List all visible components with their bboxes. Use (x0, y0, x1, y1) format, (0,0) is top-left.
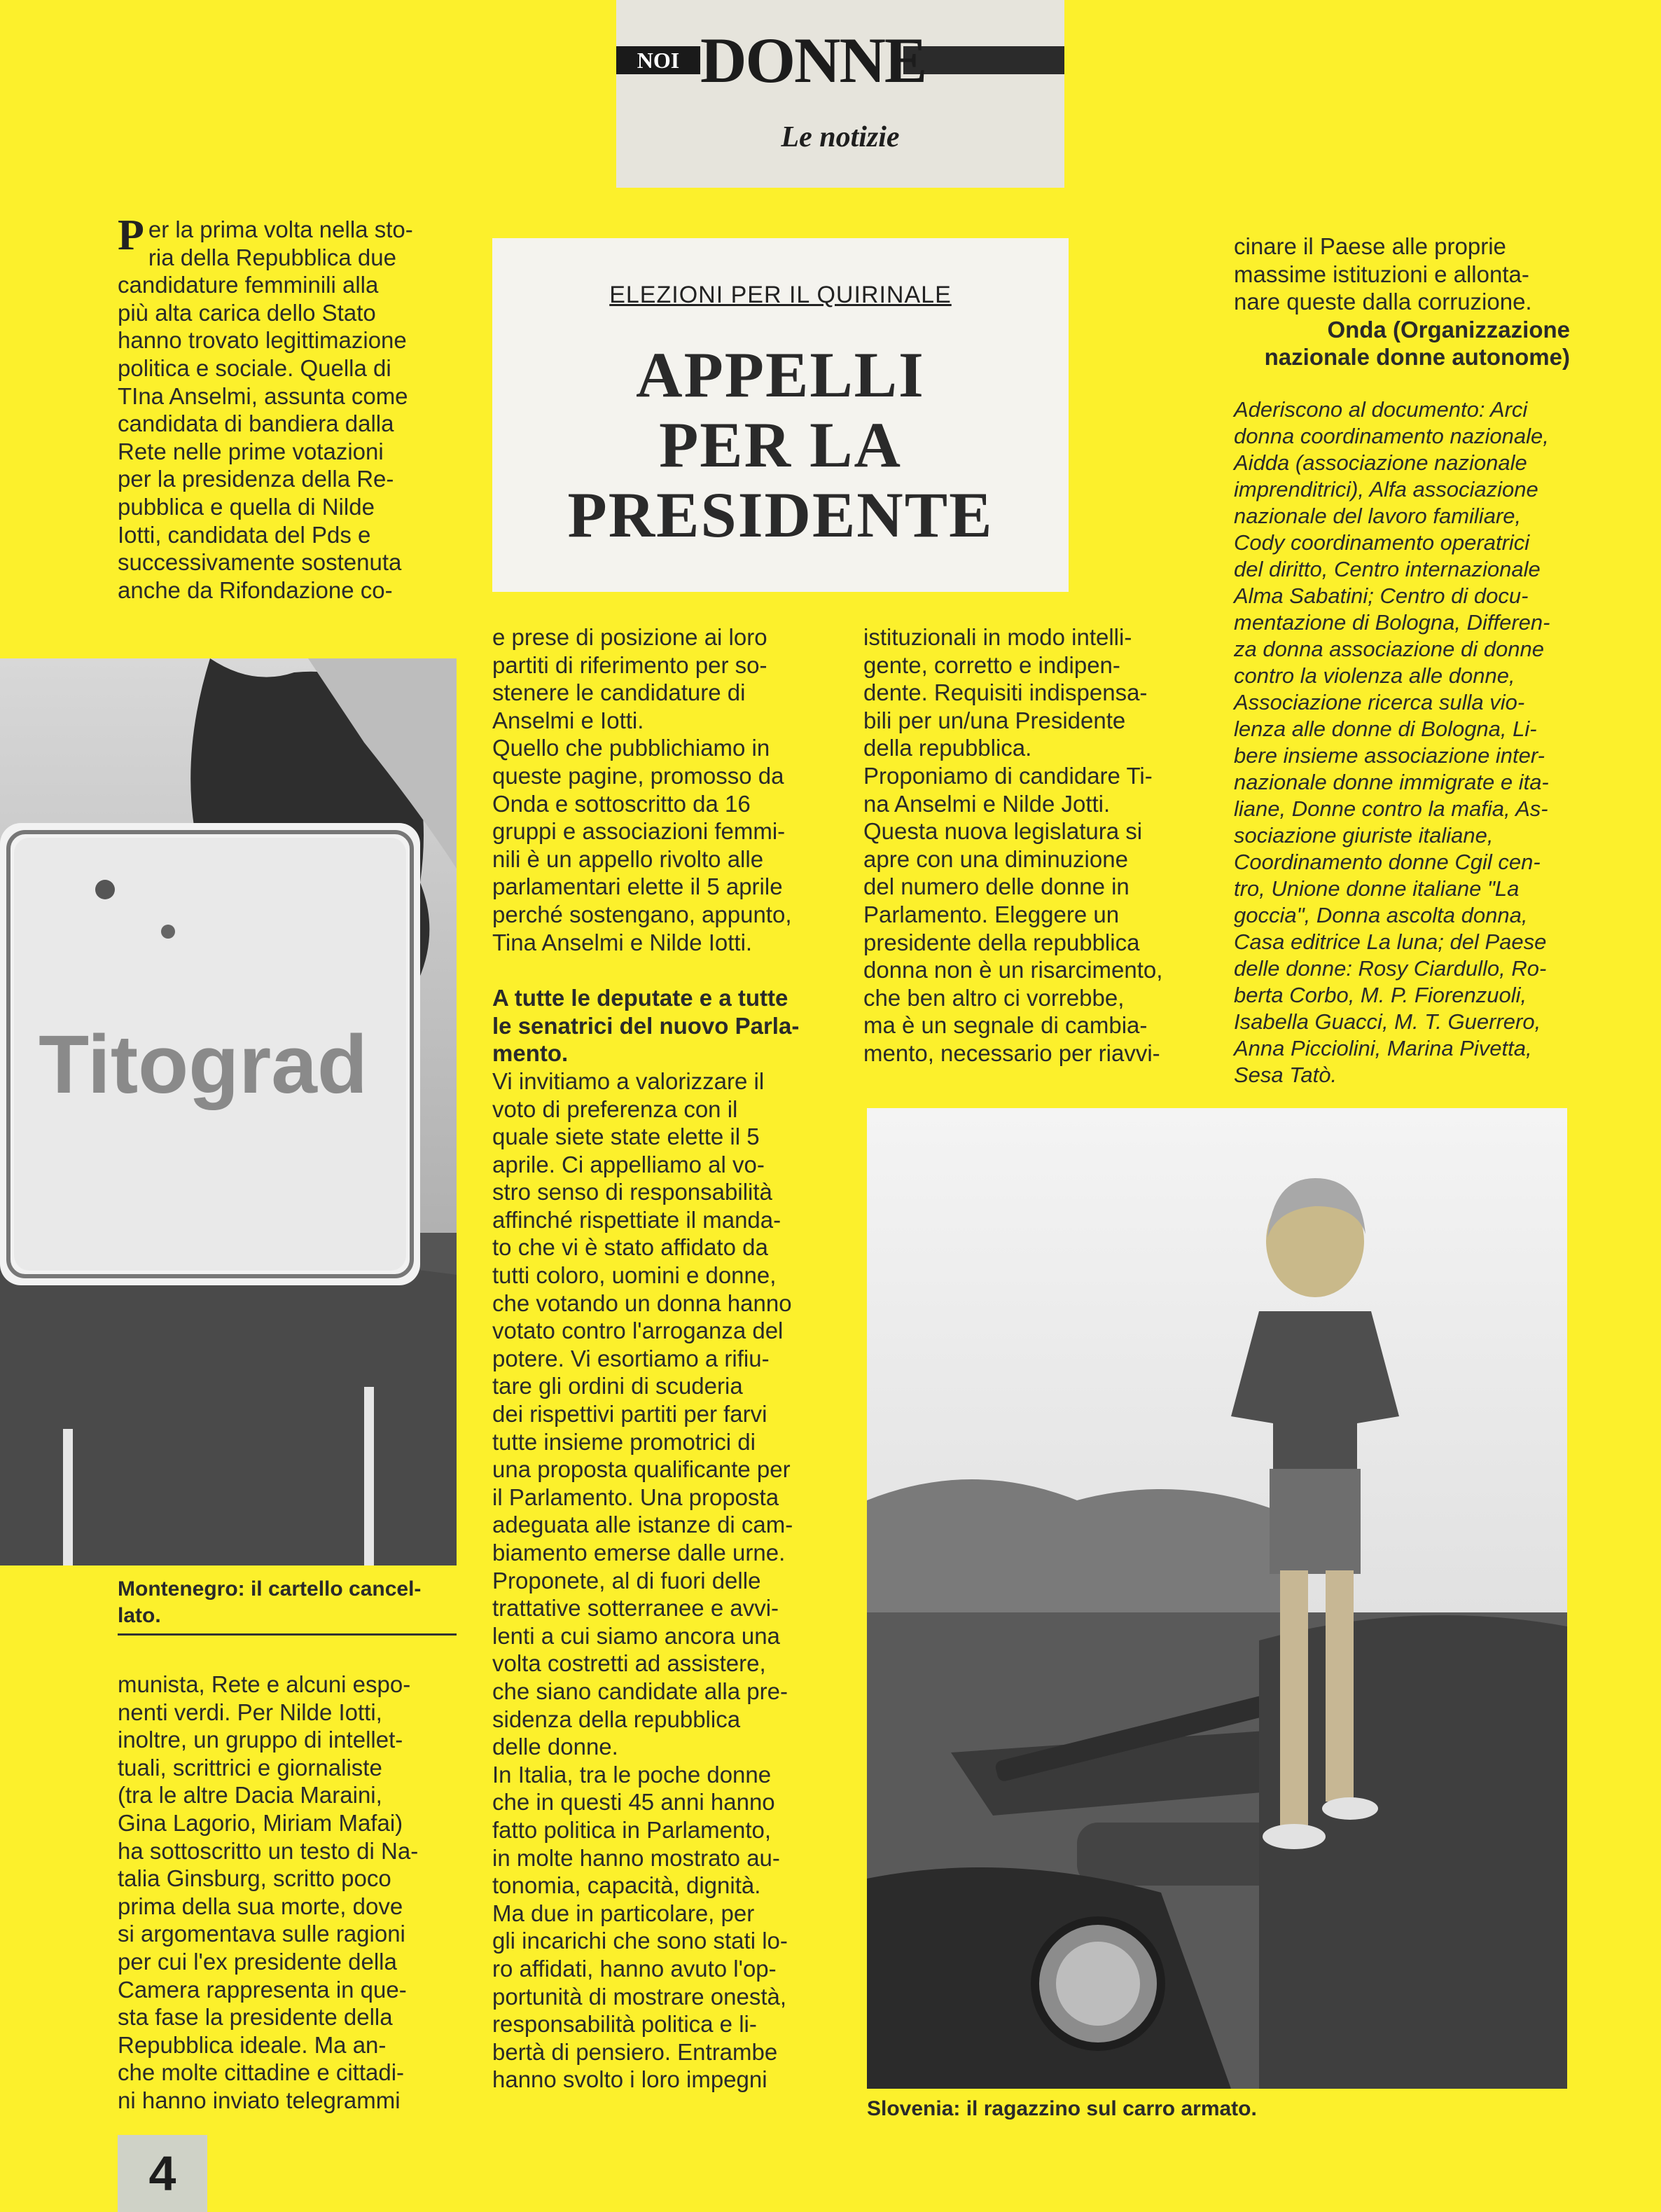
photo-titograd-sign (0, 658, 457, 1565)
caption-tank (867, 2096, 1567, 2122)
col4-text: cinare il Paese alle proprie massime istituzioni e allonta- nare queste dalla corruzione. (1234, 233, 1532, 315)
masthead-prefix: NOI (616, 46, 700, 74)
titograd-photo-illustration (0, 658, 457, 1565)
intro-text: er la prima volta nella sto- ria della Repubblica due candidature femminili alla più alta carica dello Stato hanno trovato legittimazione politica e sociale. Quella di TIna Anselmi, assunta come candidata di bandiera dalla Rete nelle prime votazioni per la presidenza della Re- pubblica e quella di Nilde Iotti, candidata del Pds e successivamente sostenuta anche da Rifondazione co- (118, 216, 413, 603)
appeal-heading: A tutte le deputate e a tutte le senatrici del nuovo Parla- mento. (492, 985, 800, 1067)
adherents-list: Aderiscono al documento: Arci donna coordinamento nazionale, Aidda (associazione nazionale imprenditrici), Alfa associazione nazionale del lavoro familiare, Cody coordinamento operatrici del diritto, Centro internazionale Alma Sabatini; Centro di docu- mentazione di Bologna, Differen- za donna associazione di donne contro la violenza alle donne, Associazione ricerca sulla vio- lenza alle donne di Bologna, Li- bere insieme associazione inter- nazionale donne immigrate e ita- liane, Donne contro la mafia, As- sociazione giuriste italiane, Coordinamento donne Cgil cen- tro, Unione donne italiane "La goccia", Donna ascolta donna, Casa editrice La luna; del Paese delle donne: Rosy Ciardullo, Ro- berta Corbo, M. P. Fiorenzuoli, Isabella Guacci, M. T. Guerrero, Anna Picciolini, Marina Pivetta, Sesa Tatò. (1234, 396, 1550, 1087)
caption-rule (118, 1633, 457, 1636)
masthead (616, 0, 1064, 188)
article-intro (118, 212, 455, 604)
article-col4 (1234, 233, 1570, 1088)
article-col2 (492, 623, 828, 2094)
col2-paragraph-2: Vi invitiamo a valorizzare il voto di preferenza con il quale siete state elette il 5 aprile. Ci appelliamo al vo- stro senso di responsabilità affinché rispettiate il manda- to che vi è stato affidato da tutti coloro, uomini e donne, che votando un donna hanno votato contro l'arroganza del potere. Vi esortiamo a rifiu- tare gli ordini di scuderia dei rispettivi partiti per farvi tutte insieme promotrici di una proposta qualificante per il Parlamento. Una proposta adeguata alle istanze di cam- biamento emerse dalle urne. Proponete, al di fuori delle trattative sotterranee e avvi- lenti a cui siamo ancora una volta costretti ad assistere, che siano candidate alla pre- sidenza della repubblica delle donne. In Italia, tra le poche donne che in questi 45 anni hanno fatto politica in Parlamento, in molte hanno mostrato au- tonomia, capacità, dignità. Ma due in particolare, per gli incarichi che sono stati lo- ro affidati, hanno avuto l'op- portunità di mostrare onestà, responsabilità politica e li- bertà di pensiero. Entrambe hanno svolto i loro impegni (492, 1067, 793, 2093)
intro-paragraph (118, 212, 455, 604)
col3-text: istituzionali in modo intelli- gente, corretto e indipen- dente. Requisiti indispensa- bili per un/una Presidente della repubblica. Proponiamo di candidare Ti- na Anselmi e Nilde Jotti. Questa nuova legislatura si apre con una diminuzione del numero delle donne in Parlamento. Eleggere un presidente della repubblica donna non è un risarcimento, che ben altro ci vorrebbe, ma è un segnale di cambia- mento, necessario per riavvi- (863, 624, 1163, 1066)
col2-paragraph-1: e prese di posizione ai loro partiti di riferimento per so- stenere le candidature di Anselmi e Iotti. Quello che pubblichiamo in queste pagine, promosso da Onda e sottoscritto da 16 gruppi e associazioni femmi- nili è un appello rivolto alle parlamentari elette il 5 aprile perché sostengano, appunto, Tina Anselmi e Nilde Iotti. (492, 624, 792, 955)
caption-titograd-text: Montenegro: il cartello cancel- lato. (118, 1577, 422, 1627)
appeal-signature: Onda (Organizzazione nazionale donne autonome) (1264, 316, 1570, 371)
caption-titograd (118, 1576, 457, 1636)
headline-box (492, 238, 1069, 592)
masthead-title: DONNE (700, 25, 926, 96)
caption-tank-text: Slovenia: il ragazzino sul carro armato. (867, 2097, 1257, 2120)
masthead-subtitle: Le notizie (781, 121, 900, 153)
tank-photo-illustration (867, 1108, 1567, 2089)
article-col3 (863, 623, 1200, 1067)
article-col1-continued (118, 1671, 455, 2115)
page-number: 4 (118, 2135, 207, 2212)
headline-kicker: ELEZIONI PER IL QUIRINALE (609, 282, 952, 308)
photo-boy-on-tank (867, 1108, 1567, 2089)
col1-continued-text: munista, Rete e alcuni espo- nenti verdi. Per Nilde Iotti, inoltre, un gruppo di intellet- tuali, scrittrici e giornaliste (tra le altre Dacia Maraini, Gina Lagorio, Miriam Mafai) ha sottoscritto un testo di Na- talia Ginsburg, scritto poco prima della sua morte, dove si argomentava sulle ragioni per cui l'ex presidente della Camera rappresenta in que- sta fase la presidente della Repubblica ideale. Ma an- che molte cittadine e cittadi- ni hanno inviato telegrammi (118, 1671, 419, 2113)
drop-cap: P (118, 212, 144, 259)
sign-text: Titograd (39, 1018, 368, 1111)
headline-title: APPELLI PER LA PRESIDENTE (567, 339, 994, 551)
